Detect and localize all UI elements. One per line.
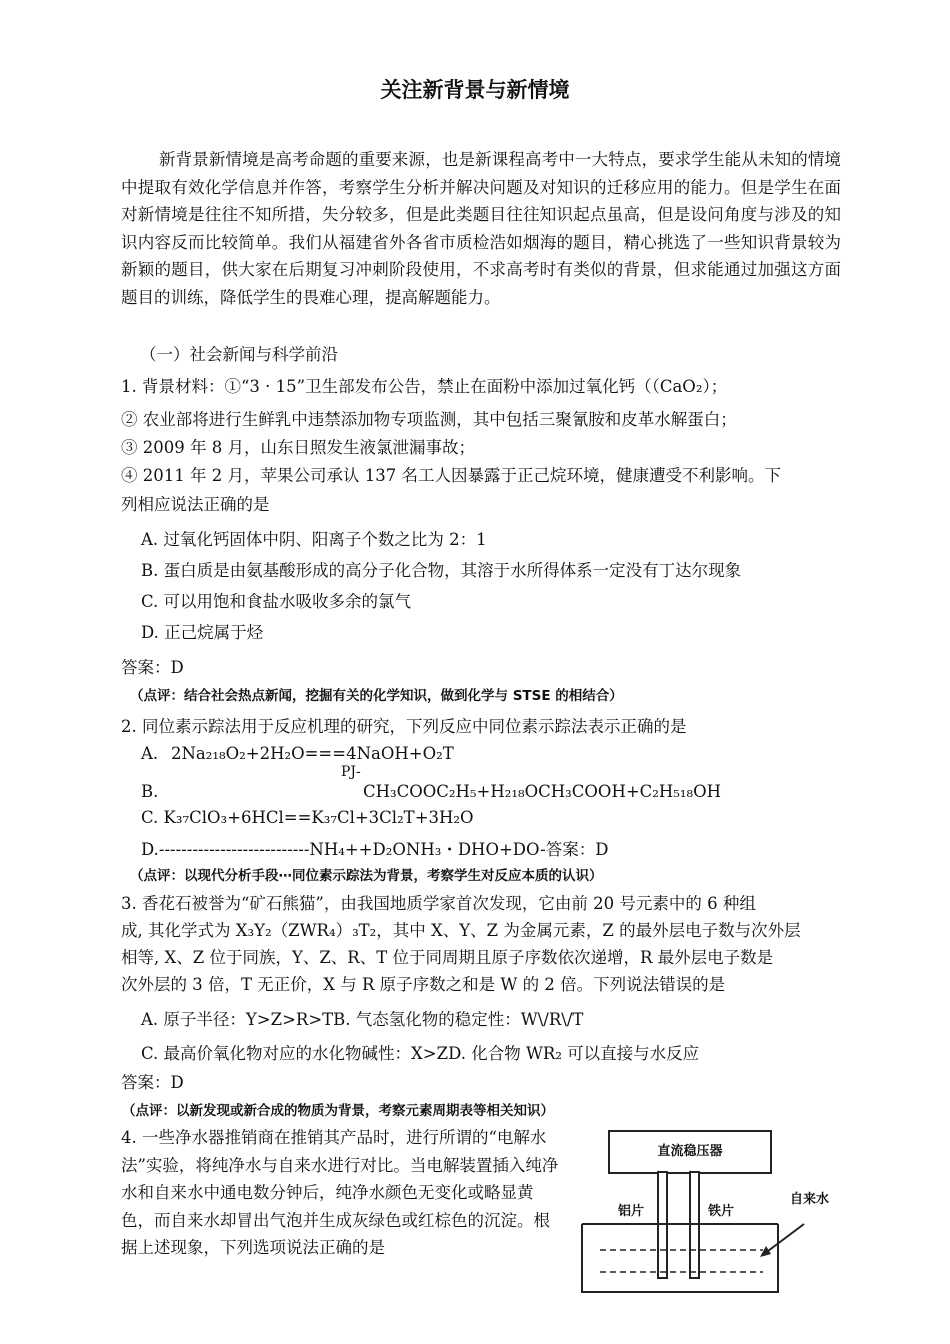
- q1-option-b: B. 蛋白质是由氨基酸形成的高分子化合物，其溶于水所得体系一定没有丁达尔现象: [141, 561, 742, 580]
- q2-pj-mark: PJ-: [341, 764, 361, 780]
- arrow-head-icon: [760, 1246, 771, 1257]
- q1-line-3: ③ 2009 年 8 月，山东日照发生液氯泄漏事故；: [121, 438, 475, 457]
- tap-water-label: 自来水: [790, 1192, 830, 1207]
- aluminum-label: 铝片: [618, 1204, 645, 1219]
- q1-answer: 答案：D: [121, 658, 184, 677]
- q3-answer: 答案：D: [121, 1073, 184, 1092]
- q3-options-cd: C. 最高价氧化物对应的水化物碱性：X>ZD. 化合物 WR₂ 可以直接与水反应: [141, 1044, 700, 1063]
- q4-text: 4. 一些净水器推销商在推销其产品时，进行所谓的“电解水法”实验，将纯净水与自来水进行对比。当电解装置插入纯净水和自来水中通电数分钟后，纯净水颜色无变化或略显黄色，而自来水却冒出气泡并生成灰绿色或红棕色的沉淀。根据上述现象，下列选项说法正确的是: [121, 1128, 559, 1257]
- iron-label: 铁片: [708, 1204, 735, 1219]
- q2-option-d: D.---------------------------NH₄++D₂ONH₃・DHO+DO-答案：D: [141, 840, 609, 859]
- q1-comment: （点评：结合社会热点新闻，挖掘有关的化学知识，做到化学与 STSE 的相结合）: [130, 688, 623, 704]
- q2-option-a-label: A.: [141, 744, 159, 763]
- q1-option-a: A. 过氧化钙固体中阴、阳离子个数之比为 2：1: [141, 530, 487, 549]
- section-heading: （一）社会新闻与科学前沿: [140, 345, 338, 364]
- q1-line-1: 1. 背景材料：①“3 · 15”卫生部发布公告，禁止在面粉中添加过氧化钙（（CaO₂）；: [121, 377, 728, 396]
- q1-line-5: 列相应说法正确的是: [121, 495, 270, 514]
- q3-options-ab: A. 原子半径：Y>Z>R>TB. 气态氢化物的稳定性：W\/R\/T: [141, 1010, 584, 1029]
- q1-line-4: ④ 2011 年 2 月，苹果公司承认 137 名工人因暴露于正己烷环境，健康遭受不利影响。下: [121, 466, 781, 485]
- q2-option-b: CH₃COOC₂H₅+H₂₁₈OCH₃COOH+C₂H₅₁₈OH: [363, 782, 722, 801]
- q3-line-4: 次外层的 3 倍，T 无正价，X 与 R 原子序数之和是 W 的 2 倍。下列说法错误的是: [121, 975, 726, 994]
- intro-paragraph: 新背景新情境是高考命题的重要来源，也是新课程高考中一大特点，要求学生能从未知的情境中提取有效化学信息并作答，考察学生分析并解决问题及对知识的迁移应用的能力。但是学生在面对新情境是往往不知所措，失分较多，但是此类题目往往知识起点虽高，但是设问角度与涉及的知识内容反而比较简单。我们从福建省外各省市质检浩如烟海的题目，精心挑选了一些知识背景较为新颖的题目，供大家在后期复习冲刺阶段使用，不求高考时有类似的背景，但求能通过加强这方面题目的训练，降低学生的畏难心理，提高解题能力。: [121, 150, 841, 307]
- q2-option-c: C. K₃₇ClO₃+6HCl==K₃₇Cl+3Cl₂T+3H₂O: [141, 808, 474, 827]
- q1-option-c: C. 可以用饱和食盐水吸收多余的氯气: [141, 592, 412, 611]
- power-supply-box: 直流稳压器: [608, 1130, 772, 1174]
- q3-line-1: 3. 香花石被誉为“矿石熊猫”，由我国地质学家首次发现，它由前 20 号元素中的 6 种组: [121, 894, 756, 913]
- page-title: 关注新背景与新情境: [380, 78, 570, 102]
- q3-line-2: 成, 其化学式为 X₃Y₂（ZWR₄）₃T₂，其中 X、Y、Z 为金属元素，Z 的最外层电子数与次外层: [121, 921, 801, 940]
- q2-stem: 2. 同位素示踪法用于反应机理的研究，下列反应中同位素示踪法表示正确的是: [121, 717, 687, 736]
- q2-comment: （点评：以现代分析手段⋯同位素示踪法为背景，考察学生对反应本质的认识）: [130, 868, 603, 884]
- arrow-line: [764, 1224, 804, 1254]
- q3-comment: （点评：以新发现或新合成的物质为背景，考察元素周期表等相关知识）: [122, 1103, 554, 1119]
- electrolysis-figure: [578, 1126, 848, 1298]
- q1-line-2: ② 农业部将进行生鲜乳中违禁添加物专项监测，其中包括三聚氰胺和皮革水解蛋白；: [121, 410, 737, 429]
- beaker-outline: [582, 1224, 778, 1292]
- q2-option-b-label: B.: [141, 782, 159, 801]
- q3-line-3: 相等, X、Z 位于同族，Y、Z、R、T 位于同周期且原子序数依次递增，R 最外层电子数是: [121, 948, 774, 967]
- q1-option-d: D. 正己烷属于烃: [141, 623, 264, 642]
- q2-option-a: 2Na₂₁₈O₂+2H₂O===4NaOH+O₂T: [171, 744, 454, 763]
